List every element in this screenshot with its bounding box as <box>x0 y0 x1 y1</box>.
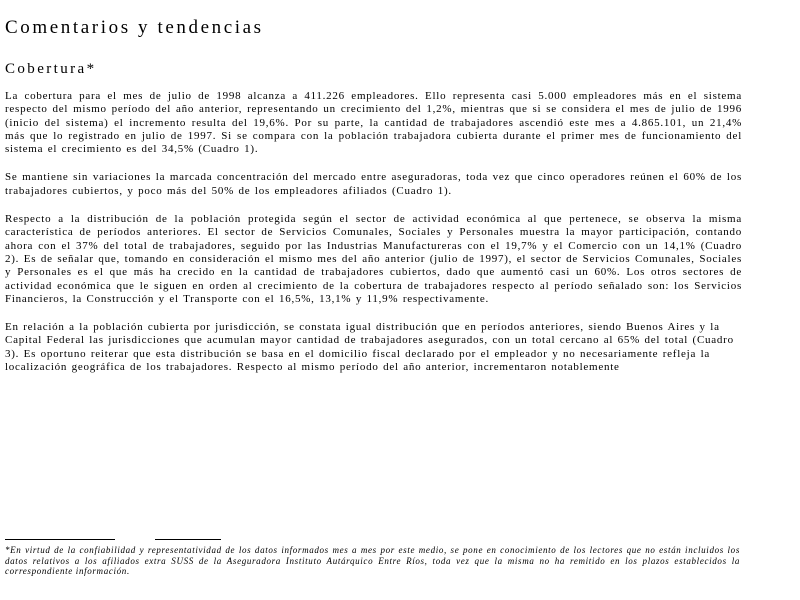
paragraph-jurisdiction: En relación a la población cubierta por jurisdicción, se constata igual distribución que en períodos anteriores, siendo Buenos Aires y la Capital Federal las jurisdicciones que acumulan mayor cantidad de trabajadores asegurados, con un total cercano al 65% del total (Cuadro 3). Es oportuno reiterar que esta distribución se basa en el domicilio fiscal declarado por el empleador y no necesariamente refleja la localización geográfica de los trabajadores. Respecto al mismo período del año anterior, incrementaron notablemente <box>5 321 734 374</box>
document-page <box>5 0 742 600</box>
page-title: Comentarios y tendencias <box>5 17 264 38</box>
paragraph-economic-sector: Respecto a la distribución de la población protegida según el sector de actividad económica al que pertenece, se observa la misma característica de períodos anteriores. El sector de Servicios Comunales, Sociales y Personales muestra la mayor participación, contando ahora con el 37% del total de trabajadores, seguido por las Industrias Manufactureras con el 19,7% y el Comercio con un 14,1% (Cuadro 2). Es de señalar que, tomando en consideración el mismo mes del año anterior (julio de 1997), el sector de Servicios Comunales, Sociales y Personales es el que más ha crecido en la cantidad de trabajadores cubiertos, dado que aumentó casi un 60%. Los otros sectores de actividad económica que le siguen en orden al crecimiento de la cobertura de trabajadores respecto al período señalado son: los Servicios Financieros, la Construcción y el Transporte con el 16,5%, 13,1% y 11,9% respectivamente. <box>5 213 742 305</box>
footnote: *En virtud de la confiabilidad y representatividad de los datos informados mes a mes por este medio, se pone en conocimiento de los lectores que no están incluidos los datos relativos a los afiliados extra SUSS de la Aseguradora Instituto Autárquico Entre Ríos, toda vez que la misma no ha remitido en los plazos establecidos la correspondiente información. <box>5 545 740 577</box>
footnote-divider-left <box>5 539 115 540</box>
section-heading: Cobertura* <box>5 61 97 77</box>
body-text <box>5 90 742 389</box>
paragraph-market-concentration: Se mantiene sin variaciones la marcada concentración del mercado entre aseguradoras, toda vez que cinco operadores reúnen el 60% de los trabajadores cubiertos, y poco más del 50% de los empleadores afiliados (Cuadro 1). <box>5 171 742 197</box>
paragraph-coverage-overview: La cobertura para el mes de julio de 1998 alcanza a 411.226 empleadores. Ello representa casi 5.000 empleadores más en el sistema respecto del mismo período del año anterior, representando un crecimiento del 1,2%, mientras que si se considera el mes de julio de 1996 (inicio del sistema) el incremento resulta del 19,6%. Por su parte, la cantidad de trabajadores ascendió este mes a 4.865.101, un 21,4% más que lo registrado en julio de 1997. Si se compara con la población trabajadora cubierta durante el primer mes de funcionamiento del sistema el crecimiento es del 34,5% (Cuadro 1). <box>5 90 742 156</box>
footnote-divider-right <box>155 539 221 540</box>
